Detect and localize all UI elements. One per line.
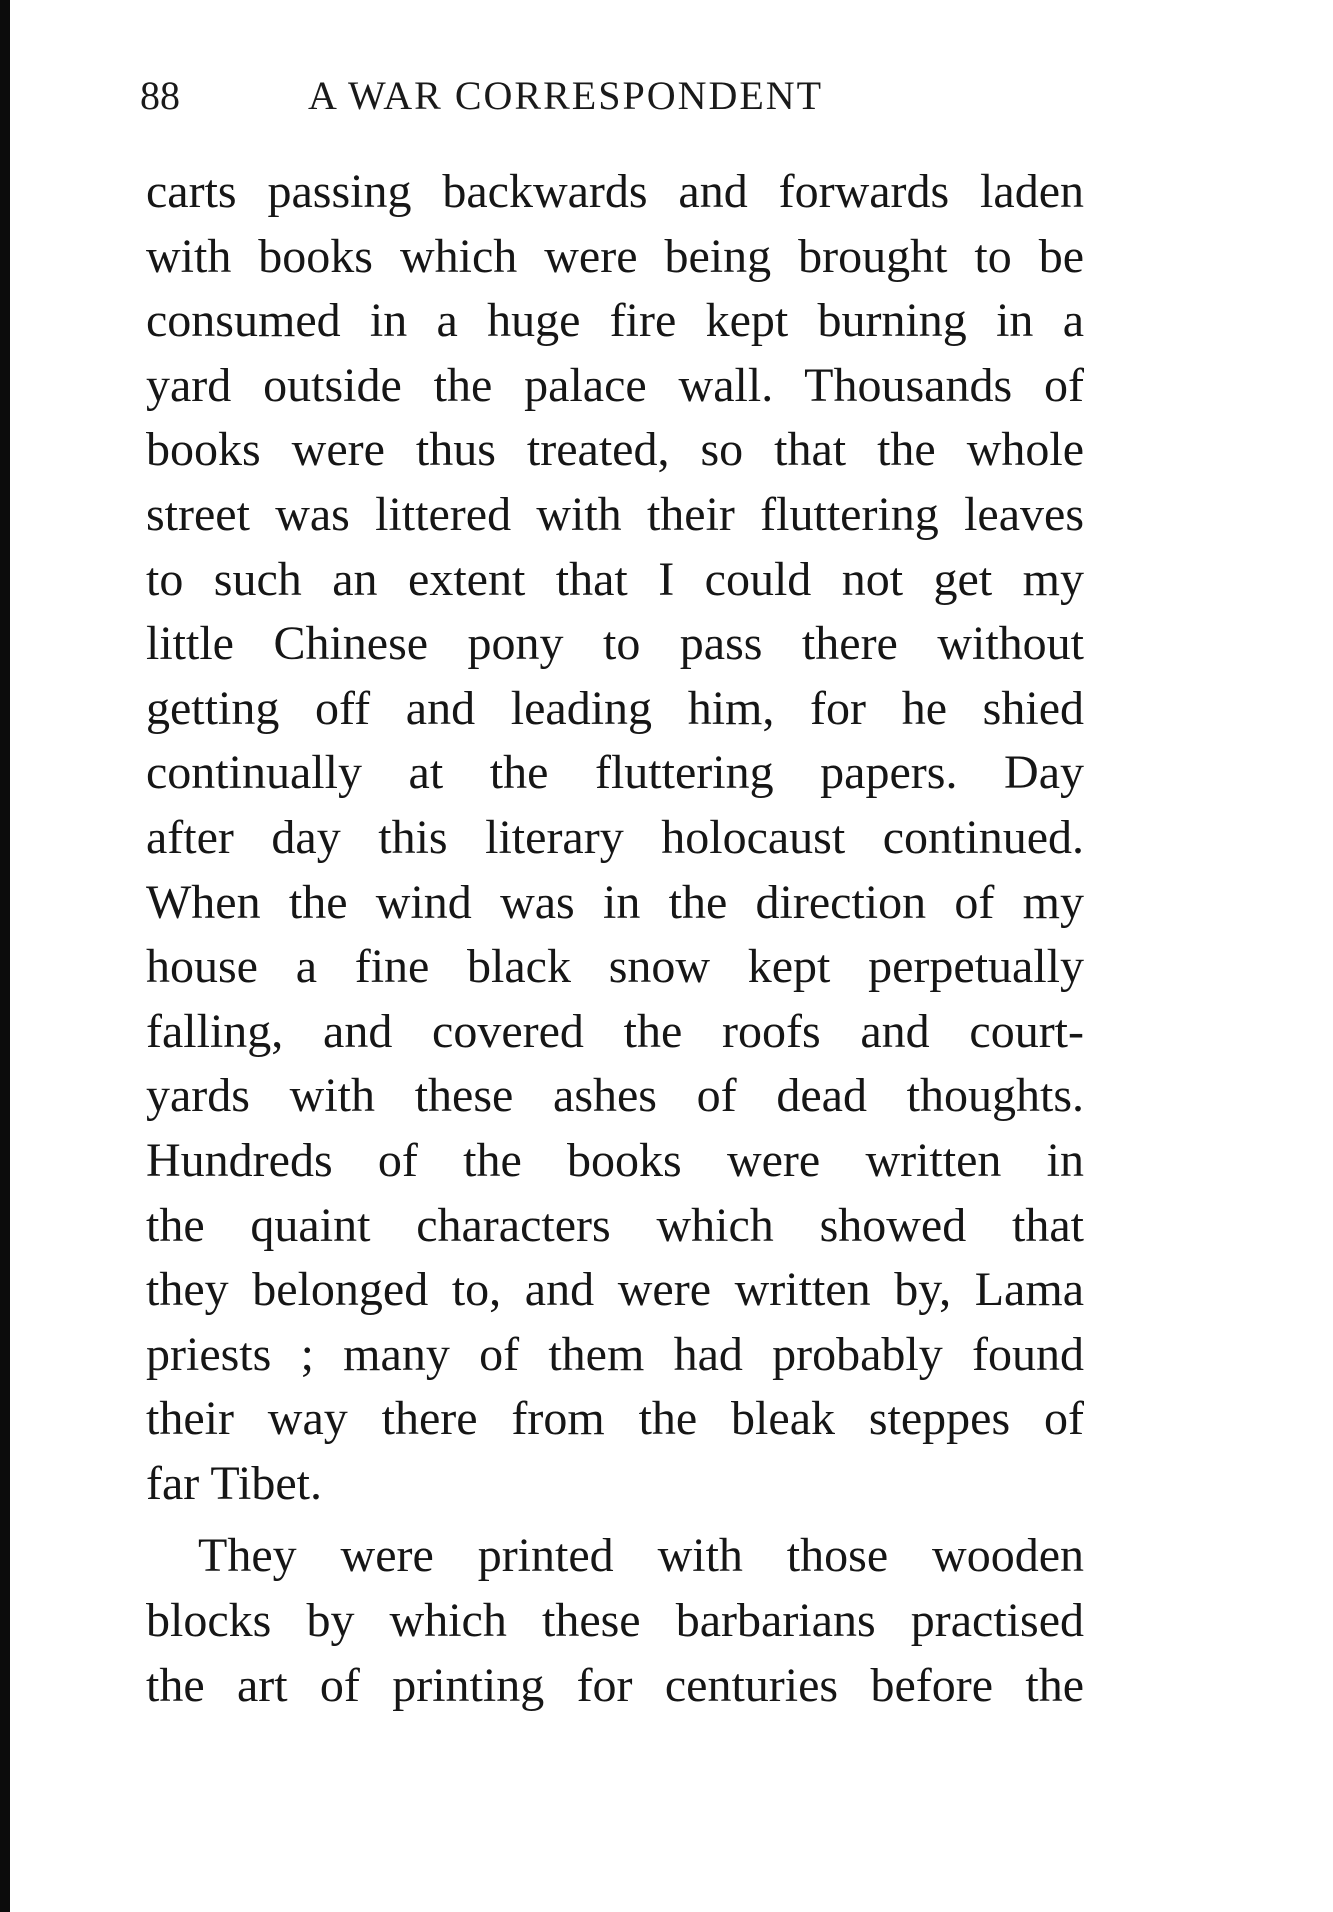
- text-line: carts passing backwards and forwards laden: [146, 165, 1084, 218]
- text-line: little Chinese pony to pass there without: [146, 617, 1084, 671]
- text-line: blocks by which these barbarians practised: [146, 1594, 1084, 1648]
- body-text: [146, 160, 1084, 1718]
- text-line: They were printed with those wooden: [198, 1529, 1084, 1583]
- text-line: falling, and covered the roofs and court-: [146, 1004, 1084, 1058]
- text-line: yard outside the palace wall. Thousands of: [146, 358, 1084, 412]
- paragraph-gap: [146, 1516, 1084, 1524]
- text-line: the art of printing for centuries before the: [146, 1658, 1084, 1712]
- text-line: street was littered with their fluttering leaves: [146, 487, 1084, 541]
- paragraph-2: [146, 1524, 1084, 1718]
- paragraph-1: [146, 160, 1084, 1516]
- text-line: books were thus treated, so that the whole: [146, 423, 1084, 477]
- text-line: to such an extent that I could not get my: [146, 552, 1084, 606]
- text-line: priests ; many of them had probably found: [146, 1327, 1084, 1381]
- text-line: When the wind was in the direction of my: [146, 875, 1084, 929]
- book-spine-edge: [0, 0, 10, 1912]
- text-line: yards with these ashes of dead thoughts.: [146, 1069, 1084, 1123]
- text-line: continually at the fluttering papers. Day: [146, 746, 1084, 800]
- text-line: consumed in a huge fire kept burning in a: [146, 294, 1084, 348]
- text-line: with books which were being brought to be: [146, 229, 1084, 283]
- text-line: getting off and leading him, for he shied: [146, 681, 1084, 735]
- text-line: they belonged to, and were written by, Lama: [146, 1263, 1084, 1317]
- text-line: after day this literary holocaust continued.: [146, 810, 1084, 864]
- page-number: 88: [140, 73, 180, 118]
- text-line: far Tibet.: [146, 1456, 323, 1510]
- text-line: Hundreds of the books were written in: [146, 1133, 1084, 1187]
- running-title: A WAR CORRESPONDENT: [308, 73, 824, 118]
- text-line: the quaint characters which showed that: [146, 1198, 1084, 1252]
- page-header: [140, 72, 1100, 132]
- text-line: their way there from the bleak steppes of: [146, 1392, 1084, 1446]
- text-line: house a fine black snow kept perpetually: [146, 940, 1084, 994]
